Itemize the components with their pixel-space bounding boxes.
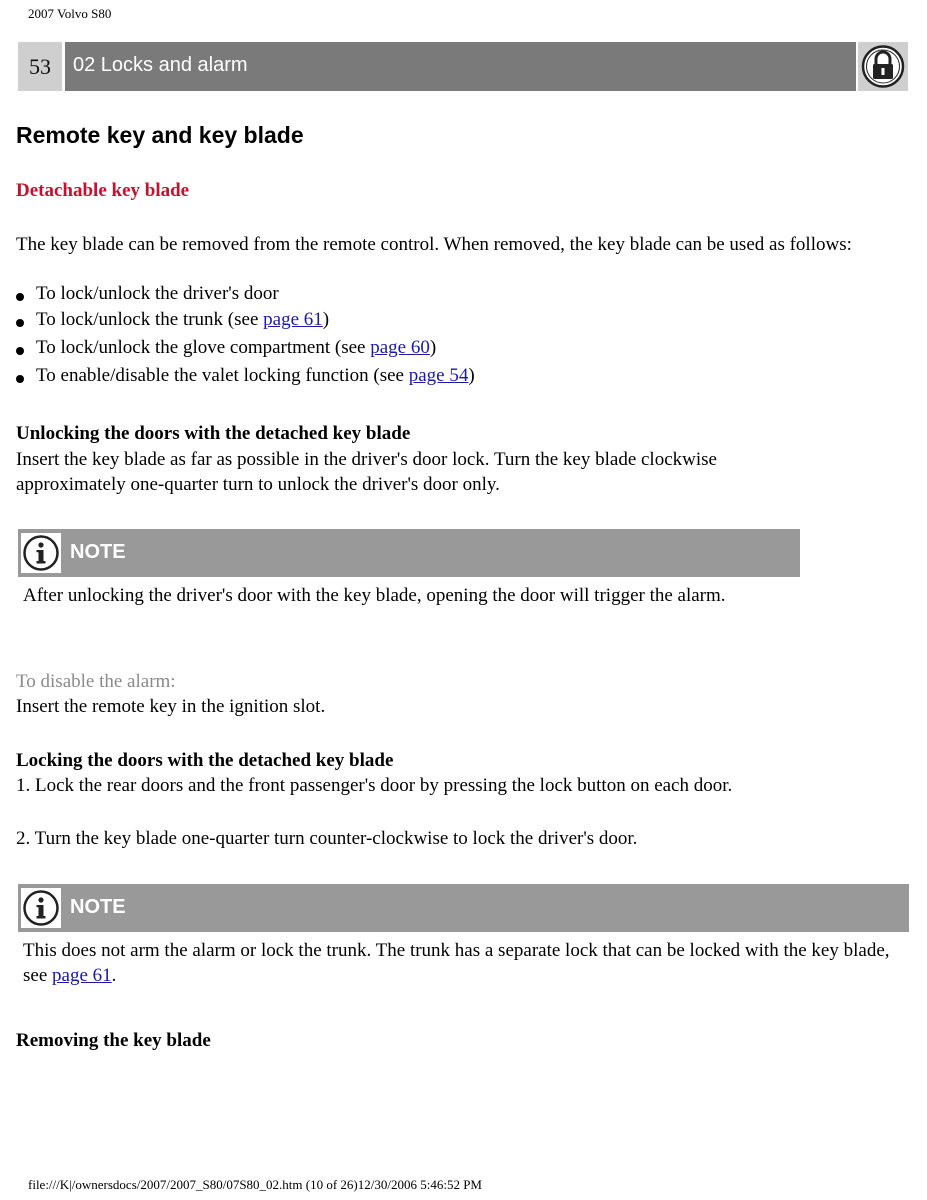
bullet-icon	[16, 319, 24, 327]
page-number: 53	[18, 42, 62, 91]
locking-step-1: 1. Lock the rear doors and the front passenger's door by pressing the lock button on each door.	[16, 775, 733, 796]
document-title: 2007 Volvo S80	[28, 6, 112, 21]
bullet-icon	[16, 293, 24, 301]
note-body-text: This does not arm the alarm or lock the trunk. The trunk has a separate lock that can be locked with the key blade, see	[23, 940, 890, 986]
note-body	[23, 938, 903, 988]
list-item-text: To lock/unlock the glove compartment (see	[36, 337, 371, 358]
note-label: NOTE	[70, 896, 126, 918]
removing-title: Removing the key blade	[16, 1030, 211, 1051]
page-54-link[interactable]: page 54	[408, 365, 469, 386]
page-60-link[interactable]: page 60	[370, 337, 430, 358]
padlock-icon	[858, 42, 908, 91]
page-61-link[interactable]: page 61	[52, 965, 112, 986]
list-item-suffix: )	[322, 309, 330, 330]
subheading: Detachable key blade	[16, 180, 190, 201]
note-label: NOTE	[70, 541, 126, 563]
unlocking-title: Unlocking the doors with the detached key blade	[16, 423, 411, 444]
locking-step-2: 2. Turn the key blade one-quarter turn counter-clockwise to lock the driver's door.	[16, 828, 638, 849]
unlocking-body: Insert the key blade as far as possible in the driver's door lock. Turn the key blade clockwise approximately one-quarter turn to unlock the driver's door only.	[16, 449, 717, 495]
bullet-icon	[16, 375, 24, 383]
info-icon	[21, 888, 61, 928]
bullet-icon	[16, 347, 24, 355]
page-heading: Remote key and key blade	[16, 122, 304, 148]
note-bar	[18, 884, 909, 932]
disable-alarm-body: Insert the remote key in the ignition slot.	[16, 696, 326, 717]
list-item-text: To enable/disable the valet locking function (see	[36, 365, 409, 386]
list-item-text: To lock/unlock the driver's door	[36, 283, 279, 304]
list-item-suffix: )	[468, 365, 475, 386]
list-item-text: To lock/unlock the trunk (see	[36, 309, 264, 330]
disable-alarm-label: To disable the alarm:	[16, 671, 176, 692]
note-bar	[18, 529, 800, 577]
note-body-end: .	[111, 965, 117, 986]
list-item-suffix: )	[429, 337, 437, 358]
note-body: After unlocking the driver's door with the key blade, opening the door will trigger the alarm.	[23, 585, 726, 606]
intro-paragraph: The key blade can be removed from the remote control. When removed, the key blade can be used as follows:	[16, 234, 852, 255]
info-icon	[21, 533, 61, 573]
file-path-footer: file:///K|/ownersdocs/2007/2007_S80/07S80_02.htm (10 of 26)12/30/2006 5:46:52 PM	[28, 1177, 482, 1192]
section-title: 02 Locks and alarm	[73, 54, 248, 76]
page-61-link[interactable]: page 61	[263, 309, 323, 330]
locking-title: Locking the doors with the detached key blade	[16, 750, 394, 771]
section-header-bar	[65, 42, 856, 91]
